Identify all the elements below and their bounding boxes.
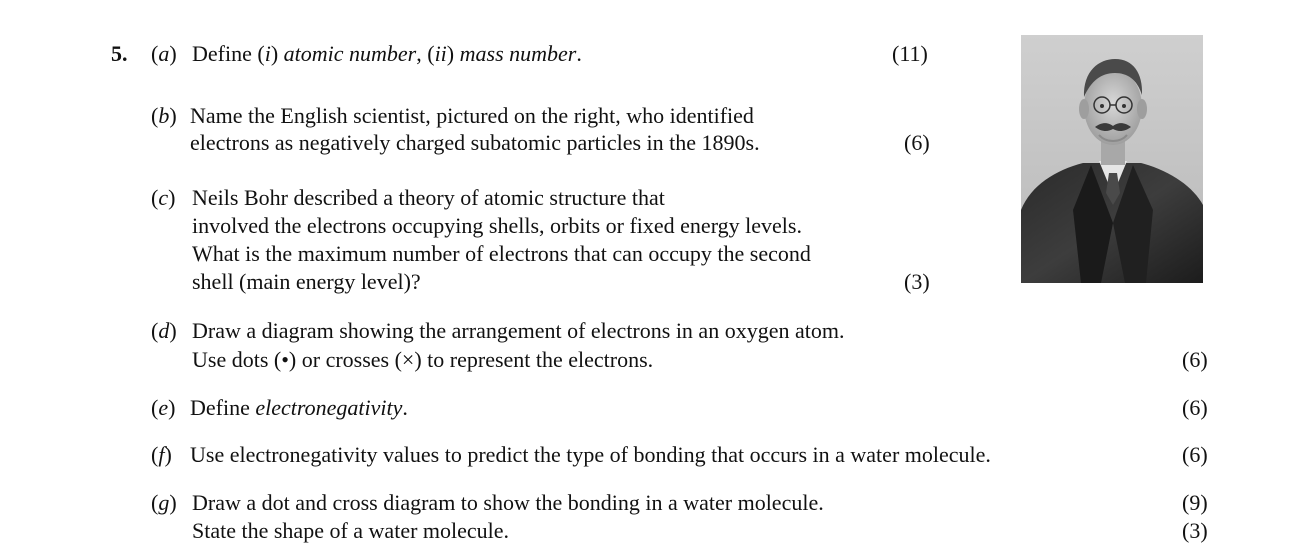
part-a-letter: a — [158, 41, 170, 66]
part-a-term-mass-number: mass number — [459, 41, 577, 66]
part-d-marks: (6) — [1182, 347, 1208, 372]
part-c-line-4: shell (main energy level)? — [192, 269, 421, 294]
part-f-text: Use electronegativity values to predict the type of bonding that occurs in a water molecule. — [190, 442, 991, 467]
part-d-label: (d) — [151, 318, 177, 343]
part-a-mid-1: ) — [270, 41, 284, 66]
part-d-line-1: Draw a diagram showing the arrangement of electrons in an oxygen atom. — [192, 318, 845, 343]
part-e-label: (e) — [151, 395, 176, 420]
part-f-marks: (6) — [1182, 442, 1208, 467]
part-g-marks-1: (9) — [1182, 490, 1208, 515]
part-b-line-1: Name the English scientist, pictured on the right, who identified — [190, 103, 754, 128]
part-a-label: (a) — [151, 41, 177, 66]
part-c-letter: c — [158, 185, 169, 210]
part-c-label: (c) — [151, 185, 176, 210]
part-c-marks: (3) — [904, 269, 930, 294]
part-e-post: . — [402, 395, 408, 420]
part-e-marks: (6) — [1182, 395, 1208, 420]
part-g-line-1: Draw a dot and cross diagram to show the bonding in a water molecule. — [192, 490, 824, 515]
part-e-text — [190, 395, 408, 421]
part-e-term-electronegativity: electronegativity — [255, 395, 403, 420]
part-g-marks-2: (3) — [1182, 518, 1208, 543]
part-c-line-1: Neils Bohr described a theory of atomic structure that — [192, 185, 665, 210]
part-a-roman-1: i — [264, 41, 271, 66]
part-a-post: . — [576, 41, 582, 66]
part-c-line-3: What is the maximum number of electrons that can occupy the second — [192, 241, 811, 266]
part-a-text — [192, 41, 582, 67]
part-g-letter: g — [158, 490, 170, 515]
part-a-marks: (11) — [892, 41, 928, 66]
part-e-pre: Define — [190, 395, 256, 420]
part-b-marks: (6) — [904, 130, 930, 155]
part-f-letter: f — [158, 442, 165, 467]
portrait-drawing — [1021, 35, 1203, 283]
part-c-line-2: involved the electrons occupying shells, orbits or fixed energy levels. — [192, 213, 802, 238]
scientist-portrait — [1021, 35, 1203, 283]
part-e-letter: e — [158, 395, 169, 420]
part-a-term-atomic-number: atomic number — [283, 41, 417, 66]
part-f-label: (f) — [151, 442, 172, 467]
part-b-line-2: electrons as negatively charged subatomic particles in the 1890s. — [190, 130, 760, 155]
part-b-label: (b) — [151, 103, 177, 128]
part-g-line-2: State the shape of a water molecule. — [192, 518, 510, 543]
part-d-letter: d — [158, 318, 170, 343]
part-d-line-2: Use dots (•) or crosses (×) to represent the electrons. — [192, 347, 654, 372]
part-a-pre: Define ( — [192, 41, 265, 66]
part-b-letter: b — [158, 103, 170, 128]
part-a-mid-3: ) — [446, 41, 460, 66]
question-number: 5. — [111, 41, 128, 66]
part-g-label: (g) — [151, 490, 177, 515]
part-a-roman-2: ii — [434, 41, 447, 66]
part-a-mid-2: , ( — [416, 41, 435, 66]
